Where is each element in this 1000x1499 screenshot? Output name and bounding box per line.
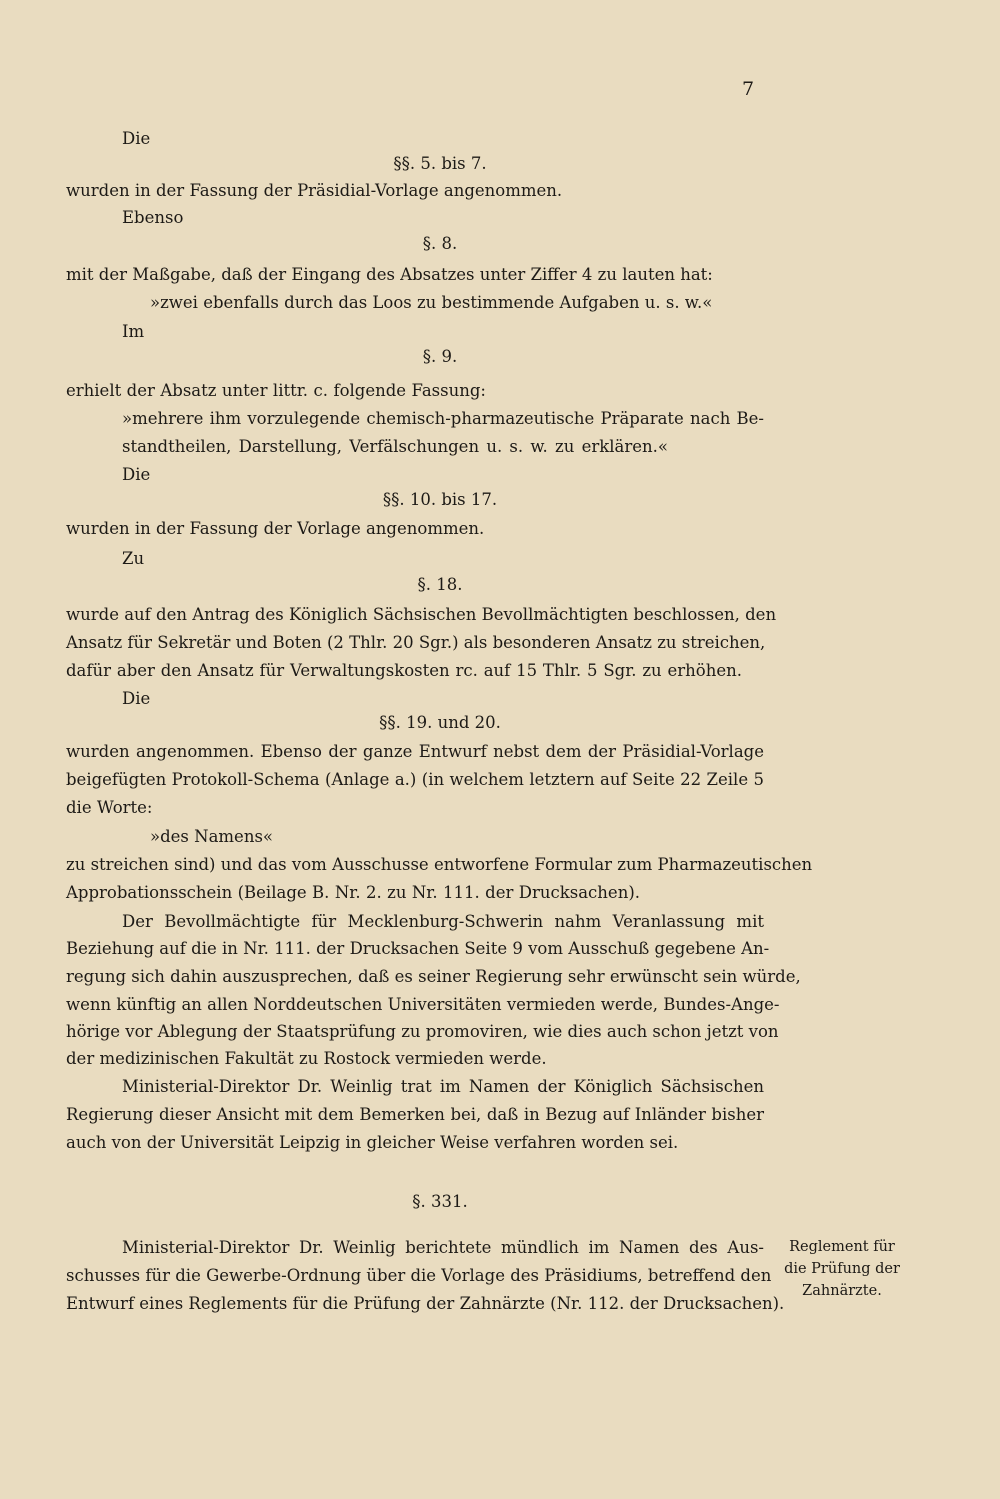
text-line: wurden angenommen. Ebenso der ganze Entwurf nebst dem der Präsidial-Vorlage (66, 742, 764, 761)
page-number: 7 (742, 78, 755, 100)
text-line: mit der Maßgabe, daß der Eingang des Absatzes unter Ziffer 4 zu lauten hat: (66, 265, 713, 284)
text-line: beigefügten Protokoll-Schema (Anlage a.) (in welchem letztern auf Seite 22 Zeile 5 (66, 770, 764, 789)
section-heading: §. 18. (417, 575, 463, 594)
section-heading: §. 8. (422, 234, 458, 253)
text-line: Die (122, 129, 151, 148)
text-line: Zu (122, 549, 145, 568)
section-heading: §§. 10. bis 17. (382, 490, 498, 509)
text-line: auch von der Universität Leipzig in gleicher Weise verfahren worden sei. (66, 1133, 679, 1152)
section-heading: §§. 19. und 20. (379, 713, 501, 732)
margin-note-line: Zahnärzte. (802, 1283, 882, 1299)
text-line: erhielt der Absatz unter littr. c. folgende Fassung: (66, 381, 486, 400)
text-line: Ansatz für Sekretär und Boten (2 Thlr. 20 Sgr.) als besonderen Ansatz zu streichen, (66, 633, 766, 652)
section-heading: §. 331. (412, 1192, 468, 1211)
text-line: Im (122, 322, 145, 341)
text-line: Ebenso (122, 208, 184, 227)
text-line: »zwei ebenfalls durch das Loos zu bestimmende Aufgaben u. s. w.« (150, 293, 713, 312)
text-line: Die (122, 465, 151, 484)
text-line: die Worte: (66, 798, 153, 817)
text-line: standtheilen, Darstellung, Verfälschungen u. s. w. zu erklären.« (122, 437, 668, 456)
text-line: »des Namens« (150, 827, 274, 846)
text-line: Entwurf eines Reglements für die Prüfung der Zahnärzte (Nr. 112. der Drucksachen). (66, 1294, 785, 1313)
text-line: Approbationsschein (Beilage B. Nr. 2. zu Nr. 111. der Drucksachen). (66, 883, 640, 902)
text-line: schusses für die Gewerbe-Ordnung über die Vorlage des Präsidiums, betreffend den (66, 1266, 772, 1285)
margin-note-line: die Prüfung der (784, 1261, 900, 1277)
margin-note-line: Reglement für (789, 1239, 895, 1255)
text-line: Regierung dieser Ansicht mit dem Bemerken bei, daß in Bezug auf Inländer bisher (66, 1105, 764, 1124)
text-line: zu streichen sind) und das vom Ausschusse entworfene Formular zum Pharmazeutischen (66, 855, 813, 874)
section-heading: §§. 5. bis 7. (393, 154, 487, 173)
text-line: wurden in der Fassung der Präsidial-Vorlage angenommen. (66, 181, 563, 200)
text-line: wenn künftig an allen Norddeutschen Universitäten vermieden werde, Bundes-Ange- (66, 995, 780, 1014)
text-line: regung sich dahin auszusprechen, daß es seiner Regierung sehr erwünscht sein würde, (66, 967, 801, 986)
text-line: hörige vor Ablegung der Staatsprüfung zu promoviren, wie dies auch schon jetzt von (66, 1022, 779, 1041)
text-line: wurden in der Fassung der Vorlage angenommen. (66, 519, 485, 538)
text-line: Die (122, 689, 151, 708)
text-line: dafür aber den Ansatz für Verwaltungskosten rc. auf 15 Thlr. 5 Sgr. zu erhöhen. (66, 661, 742, 680)
text-line: Beziehung auf die in Nr. 111. der Drucksachen Seite 9 vom Ausschuß gegebene An- (66, 939, 770, 958)
text-line: wurde auf den Antrag des Königlich Sächsischen Bevollmächtigten beschlossen, den (66, 605, 777, 624)
text-line: Ministerial-Direktor Dr. Weinlig berichtete mündlich im Namen des Aus- (122, 1238, 764, 1257)
text-line: der medizinischen Fakultät zu Rostock vermieden werde. (66, 1049, 547, 1068)
section-heading: §. 9. (422, 347, 458, 366)
text-line: »mehrere ihm vorzulegende chemisch-pharmazeutische Präparate nach Be- (122, 409, 764, 428)
text-line: Ministerial-Direktor Dr. Weinlig trat im Namen der Königlich Sächsischen (122, 1077, 764, 1096)
text-line: Der Bevollmächtigte für Mecklenburg-Schwerin nahm Veranlassung mit (122, 912, 764, 931)
